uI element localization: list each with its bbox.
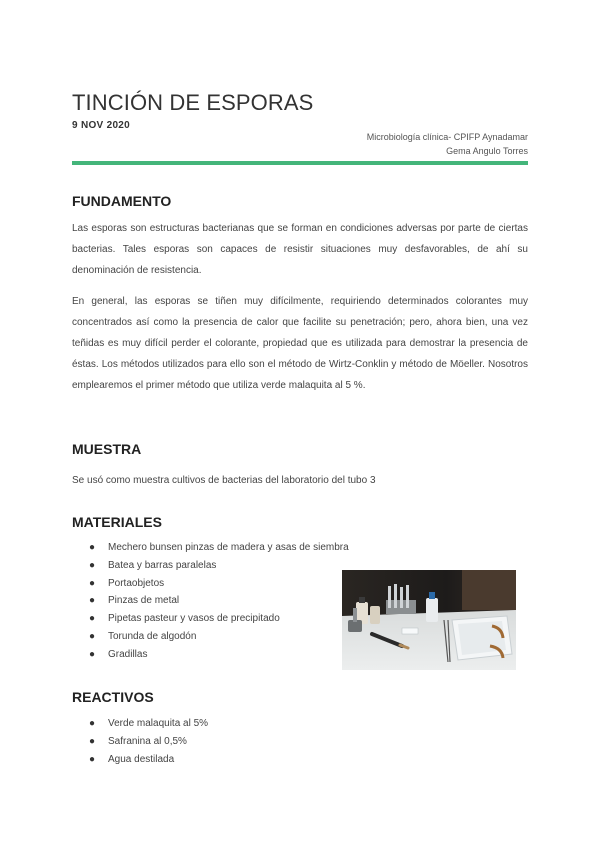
meta-course: Microbiología clínica- CPIFP Aynadamar bbox=[366, 132, 528, 142]
header-divider bbox=[72, 161, 528, 165]
section-heading-reactivos: REACTIVOS bbox=[72, 689, 154, 705]
list-item: ● Pipetas pasteur y vasos de precipitado bbox=[72, 610, 349, 628]
list-item: ● Gradillas bbox=[72, 646, 349, 664]
document-date: 9 NOV 2020 bbox=[72, 120, 131, 131]
fundamento-paragraph-1: Las esporas son estructuras bacterianas que se forman en condiciones adversas por parte de ciertas bacterias. Tales esporas son capaces de resistir situaciones muy desfavorables, de ahí su denominación de resistencia. bbox=[72, 223, 528, 276]
section-heading-fundamento: FUNDAMENTO bbox=[72, 193, 172, 209]
bullet-icon: ● bbox=[89, 595, 96, 607]
bullet-icon: ● bbox=[89, 718, 96, 729]
bullet-icon: ● bbox=[89, 630, 96, 642]
bullet-icon: ● bbox=[89, 648, 96, 660]
list-item: ● Verde malaquita al 5% bbox=[72, 715, 208, 733]
bullet-icon: ● bbox=[89, 559, 96, 571]
section-heading-materiales: MATERIALES bbox=[72, 514, 162, 530]
list-item: ● Portaobjetos bbox=[72, 575, 349, 593]
list-item: ● Batea y barras paralelas bbox=[72, 557, 349, 575]
list-item: ● Torunda de algodón bbox=[72, 628, 349, 646]
list-item: ● Pinzas de metal bbox=[72, 592, 349, 610]
list-item: ● Mechero bunsen pinzas de madera y asas de siembra bbox=[72, 539, 349, 557]
bullet-icon: ● bbox=[89, 577, 96, 589]
section-heading-muestra: MUESTRA bbox=[72, 441, 142, 457]
materiales-list bbox=[72, 539, 349, 664]
list-item: ● Agua destilada bbox=[72, 751, 208, 769]
bullet-icon: ● bbox=[89, 613, 96, 625]
meta-author: Gema Angulo Torres bbox=[446, 146, 528, 156]
muestra-text: Se usó como muestra cultivos de bacterias del laboratorio del tubo 3 bbox=[72, 475, 376, 486]
list-item: ● Safranina al 0,5% bbox=[72, 733, 208, 751]
bullet-icon: ● bbox=[89, 542, 96, 553]
fundamento-paragraph-2: En general, las esporas se tiñen muy difícilmente, requiriendo determinados colorantes muy concentrados así como la presencia de calor que facilite su penetración; pero, ahora bien, una vez teñidas es muy difícil perder el colorante, propiedad que es utilizada para demostrar la presencia de éstas. Los métodos utilizados para ello son el método de Wirtz-Conklin y método de Möeller. Nosotros emplearemos el primer método que utiliza verde malaquita al 5 %. bbox=[72, 296, 528, 391]
lab-materials-photo bbox=[342, 570, 516, 670]
bullet-icon: ● bbox=[89, 735, 96, 747]
document-meta bbox=[367, 130, 528, 158]
bullet-icon: ● bbox=[89, 753, 96, 765]
reactivos-list bbox=[72, 715, 208, 768]
lab-photo-illustration bbox=[342, 570, 516, 670]
document-title: TINCIÓN DE ESPORAS bbox=[72, 90, 314, 115]
